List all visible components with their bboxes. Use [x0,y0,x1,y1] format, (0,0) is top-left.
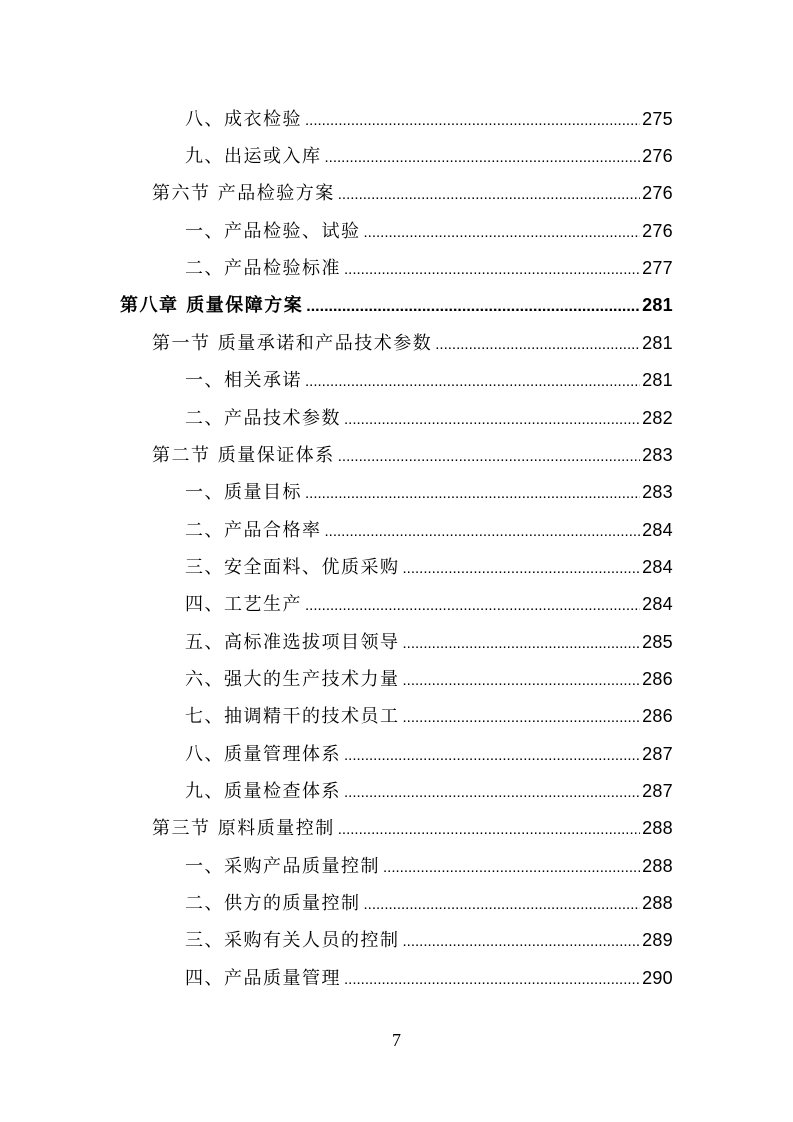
toc-entry-page: 275 [642,109,673,129]
toc-entry-page: 288 [642,893,673,913]
dot-leader [305,367,640,397]
toc-entry-title: 三、安全面料、优质采购 [185,557,400,578]
toc-entry-title: 第二节 质量保证体系 [152,445,335,466]
toc-entry-page: 281 [642,370,673,390]
toc-entry[interactable] [185,589,673,619]
toc-entry[interactable] [185,552,673,582]
dot-leader [364,890,641,920]
toc-entry[interactable] [185,664,673,694]
toc-entry-page: 290 [642,968,673,988]
toc-entry-title: 五、高标准选拔项目领导 [185,632,400,653]
toc-entry[interactable] [185,365,673,395]
toc-entry[interactable] [185,253,673,283]
dot-leader [305,479,640,509]
toc-entry[interactable] [185,925,673,955]
toc-entry-title: 二、产品检验标准 [185,258,341,279]
toc-entry-page: 281 [642,295,673,315]
dot-leader [338,180,640,210]
toc-entry[interactable] [185,701,673,731]
toc-entry-title: 六、强大的生产技术力量 [185,669,400,690]
toc-entry-title: 九、出运或入库 [185,146,322,167]
dot-leader [305,591,640,621]
toc-entry-page: 288 [642,818,673,838]
dot-leader [403,927,641,957]
toc-entry-title: 九、质量检查体系 [185,781,341,802]
toc-entry-page: 288 [642,856,673,876]
toc-section-entry[interactable] [152,328,673,358]
dot-leader [325,517,641,547]
toc-entry-title: 二、供方的质量控制 [185,893,361,914]
dot-leader [344,405,640,435]
page-number: 7 [392,1030,401,1050]
dot-leader [344,741,640,771]
toc-entry-title: 第一节 质量承诺和产品技术参数 [152,333,433,354]
toc-section-entry[interactable] [152,813,673,843]
toc-entry[interactable] [185,141,673,171]
toc-entry-title: 二、产品技术参数 [185,408,341,429]
dot-leader [403,703,641,733]
toc-section-entry[interactable] [152,440,673,470]
toc-entry-page: 287 [642,781,673,801]
toc-entry-page: 276 [642,183,673,203]
toc-entry-page: 284 [642,594,673,614]
toc-entry-title: 一、采购产品质量控制 [185,856,380,877]
toc-entry-title: 八、成衣检验 [185,109,302,130]
toc-entry-title: 八、质量管理体系 [185,744,341,765]
toc-entry[interactable] [185,104,673,134]
toc-entry[interactable] [185,515,673,545]
dot-leader [403,554,641,584]
toc-entry-title: 二、产品合格率 [185,520,322,541]
toc-entry-title: 四、工艺生产 [185,594,302,615]
dot-leader [338,442,640,472]
dot-leader [403,666,641,696]
toc-entry-title: 第三节 原料质量控制 [152,818,335,839]
toc-entry-title: 七、抽调精干的技术员工 [185,706,400,727]
toc-entry[interactable] [185,888,673,918]
dot-leader [403,629,641,659]
toc-entry-title: 三、采购有关人员的控制 [185,930,400,951]
toc-entry-page: 284 [642,557,673,577]
toc-entry-page: 283 [642,445,673,465]
toc-entry-title: 第八章 质量保障方案 [120,295,304,316]
toc-entry-title: 一、相关承诺 [185,370,302,391]
toc-entry-page: 281 [642,333,673,353]
toc-entry-title: 第六节 产品检验方案 [152,183,335,204]
dot-leader [435,330,640,360]
toc-chapter-entry[interactable] [120,290,673,320]
toc-entry[interactable] [185,627,673,657]
toc-entry-page: 289 [642,930,673,950]
toc-entry-title: 一、质量目标 [185,482,302,503]
toc-section-entry[interactable] [152,178,673,208]
toc-entry[interactable] [185,776,673,806]
toc-entry-page: 287 [642,744,673,764]
toc-entry-title: 四、产品质量管理 [185,968,341,989]
toc-entry-page: 282 [642,408,673,428]
toc-entry-page: 283 [642,482,673,502]
dot-leader [344,778,640,808]
toc-entry[interactable] [185,851,673,881]
dot-leader [325,143,641,173]
dot-leader [344,965,640,995]
toc-entry[interactable] [185,739,673,769]
toc-entry-page: 285 [642,632,673,652]
dot-leader [344,255,640,285]
toc-entry-title: 一、产品检验、试验 [185,221,361,242]
toc-entry-page: 286 [642,706,673,726]
dot-leader [305,106,640,136]
toc-entry[interactable] [185,403,673,433]
toc-entry-page: 284 [642,520,673,540]
dot-leader [364,218,641,248]
dot-leader [306,292,640,322]
toc-entry[interactable] [185,477,673,507]
toc-entry-page: 286 [642,669,673,689]
toc-entry[interactable] [185,216,673,246]
dot-leader [383,853,640,883]
toc-entry-page: 277 [642,258,673,278]
toc-entry-page: 276 [642,146,673,166]
toc-entry-page: 276 [642,221,673,241]
dot-leader [338,815,640,845]
toc-entry[interactable] [185,963,673,993]
